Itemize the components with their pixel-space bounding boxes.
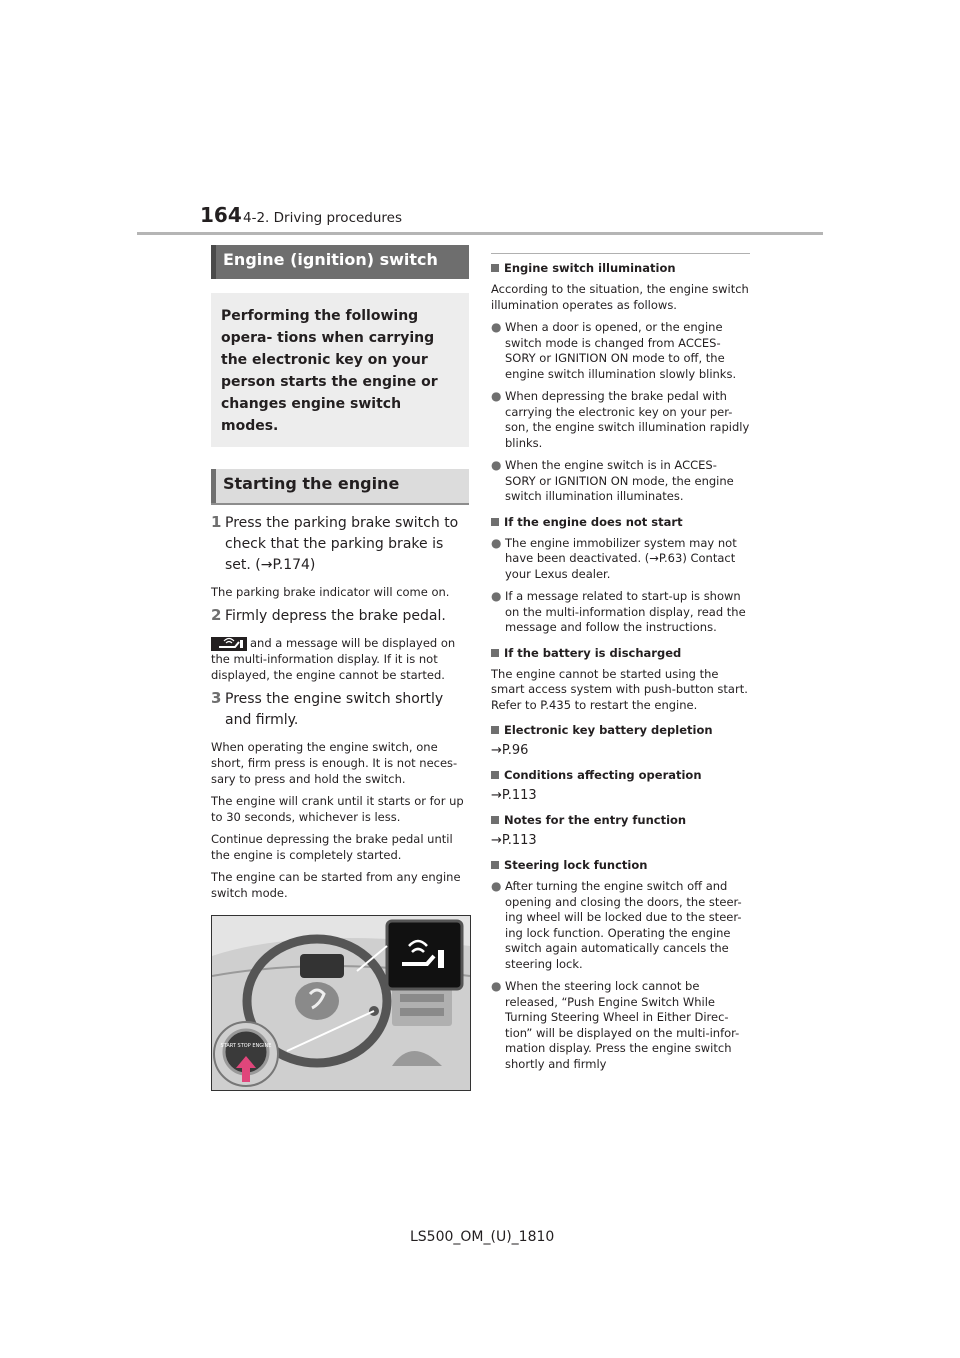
header-rule — [137, 232, 823, 235]
entry-ref: →P.113 — [491, 833, 537, 848]
heading-conditions: Conditions affecting operation — [491, 768, 750, 782]
note-brake-message: and a message will be displayed on the multi-information display. If it is not displayed, the engine cannot be started. — [211, 636, 456, 682]
dashboard-image — [212, 916, 470, 1090]
heading-key-battery: Electronic key battery depletion — [491, 723, 750, 737]
illumination-intro: According to the situation, the engine switch illumination operates as follows. — [491, 282, 749, 312]
illumination-bullet-1: ● When a door is opened, or the engine switch mode is changed from ACCES- SORY or IGNITION ON mode to off, the engine switch illumination slowly blinks. — [491, 320, 737, 381]
note-any-mode: The engine can be started from any engine switch mode. — [211, 870, 461, 900]
note-continue: Continue depressing the brake pedal until the engine is completely started. — [211, 832, 453, 862]
heading-illumination: Engine switch illumination — [491, 261, 750, 275]
right-column — [491, 253, 750, 1072]
footer-code: LS500_OM_(U)_1810 — [410, 1229, 555, 1245]
note-parking-indicator: The parking brake indicator will come on. — [211, 585, 450, 599]
battery-text: The engine cannot be started using the smart access system with push-button start. Refer to P.435 to restart the engine. — [491, 666, 748, 712]
heading-starting-engine: Starting the engine — [211, 469, 469, 505]
step-3: 3 Press the engine switch shortly and firmly. — [211, 689, 444, 728]
page-number: 164 — [200, 203, 242, 227]
heading-not-start: If the engine does not start — [491, 515, 750, 529]
step-2: 2 Firmly depress the brake pedal. — [211, 606, 446, 624]
conditions-ref: →P.113 — [491, 788, 537, 803]
illumination-bullet-2: ● When depressing the brake pedal with carrying the electronic key on your per- son, the engine switch illumination rapidly blinks. — [491, 389, 750, 450]
note-crank: The engine will crank until it starts or for up to 30 seconds, whichever is less. — [211, 794, 464, 824]
illumination-bullet-3: ● When the engine switch is in ACCES- SORY or IGNITION ON mode, the engine switch illumination illuminates. — [491, 458, 734, 503]
left-column — [211, 245, 469, 1091]
steering-bullet-2: ● When the steering lock cannot be released, “Push Engine Switch While Turning Steering Wheel in Either Direc- tion” will be displayed on the multi-infor- mation display. Press the engine switch shortly and firmly — [491, 979, 740, 1071]
intro-box: Performing the following opera- tions when carrying the electronic key on your person starts the engine or changes engine switch modes. — [211, 293, 469, 447]
heading-entry: Notes for the entry function — [491, 813, 750, 827]
heading-engine-switch: Engine (ignition) switch — [211, 245, 469, 279]
key-battery-ref: →P.96 — [491, 743, 529, 758]
note-operating: When operating the engine switch, one short, firm press is enough. It is not neces- sary to press and hold the switch. — [211, 740, 458, 786]
steering-bullet-1: ● After turning the engine switch off and opening and closing the doors, the steer- ing wheel will be locked due to the steer- ing lock function. Operating the engine switch again automatically cancels the steering lock. — [491, 879, 742, 971]
step-1: 1 Press the parking brake switch to check that the parking brake is set. (→P.174) — [211, 513, 459, 573]
section-title: 4-2. Driving procedures — [243, 210, 403, 226]
brake-pedal-icon — [211, 637, 247, 651]
dashboard-illustration — [211, 915, 471, 1091]
not-start-bullet-1: ● The engine immobilizer system may not have been deactivated. (→P.63) Contact your Lexus dealer. — [491, 535, 737, 581]
not-start-bullet-2: ● If a message related to start-up is shown on the multi-information display, read the message and follow the instructions. — [491, 589, 746, 634]
start-stop-label: START STOP ENGINE — [220, 1043, 272, 1049]
heading-battery: If the battery is discharged — [491, 646, 750, 660]
heading-steering-lock: Steering lock function — [491, 858, 750, 872]
